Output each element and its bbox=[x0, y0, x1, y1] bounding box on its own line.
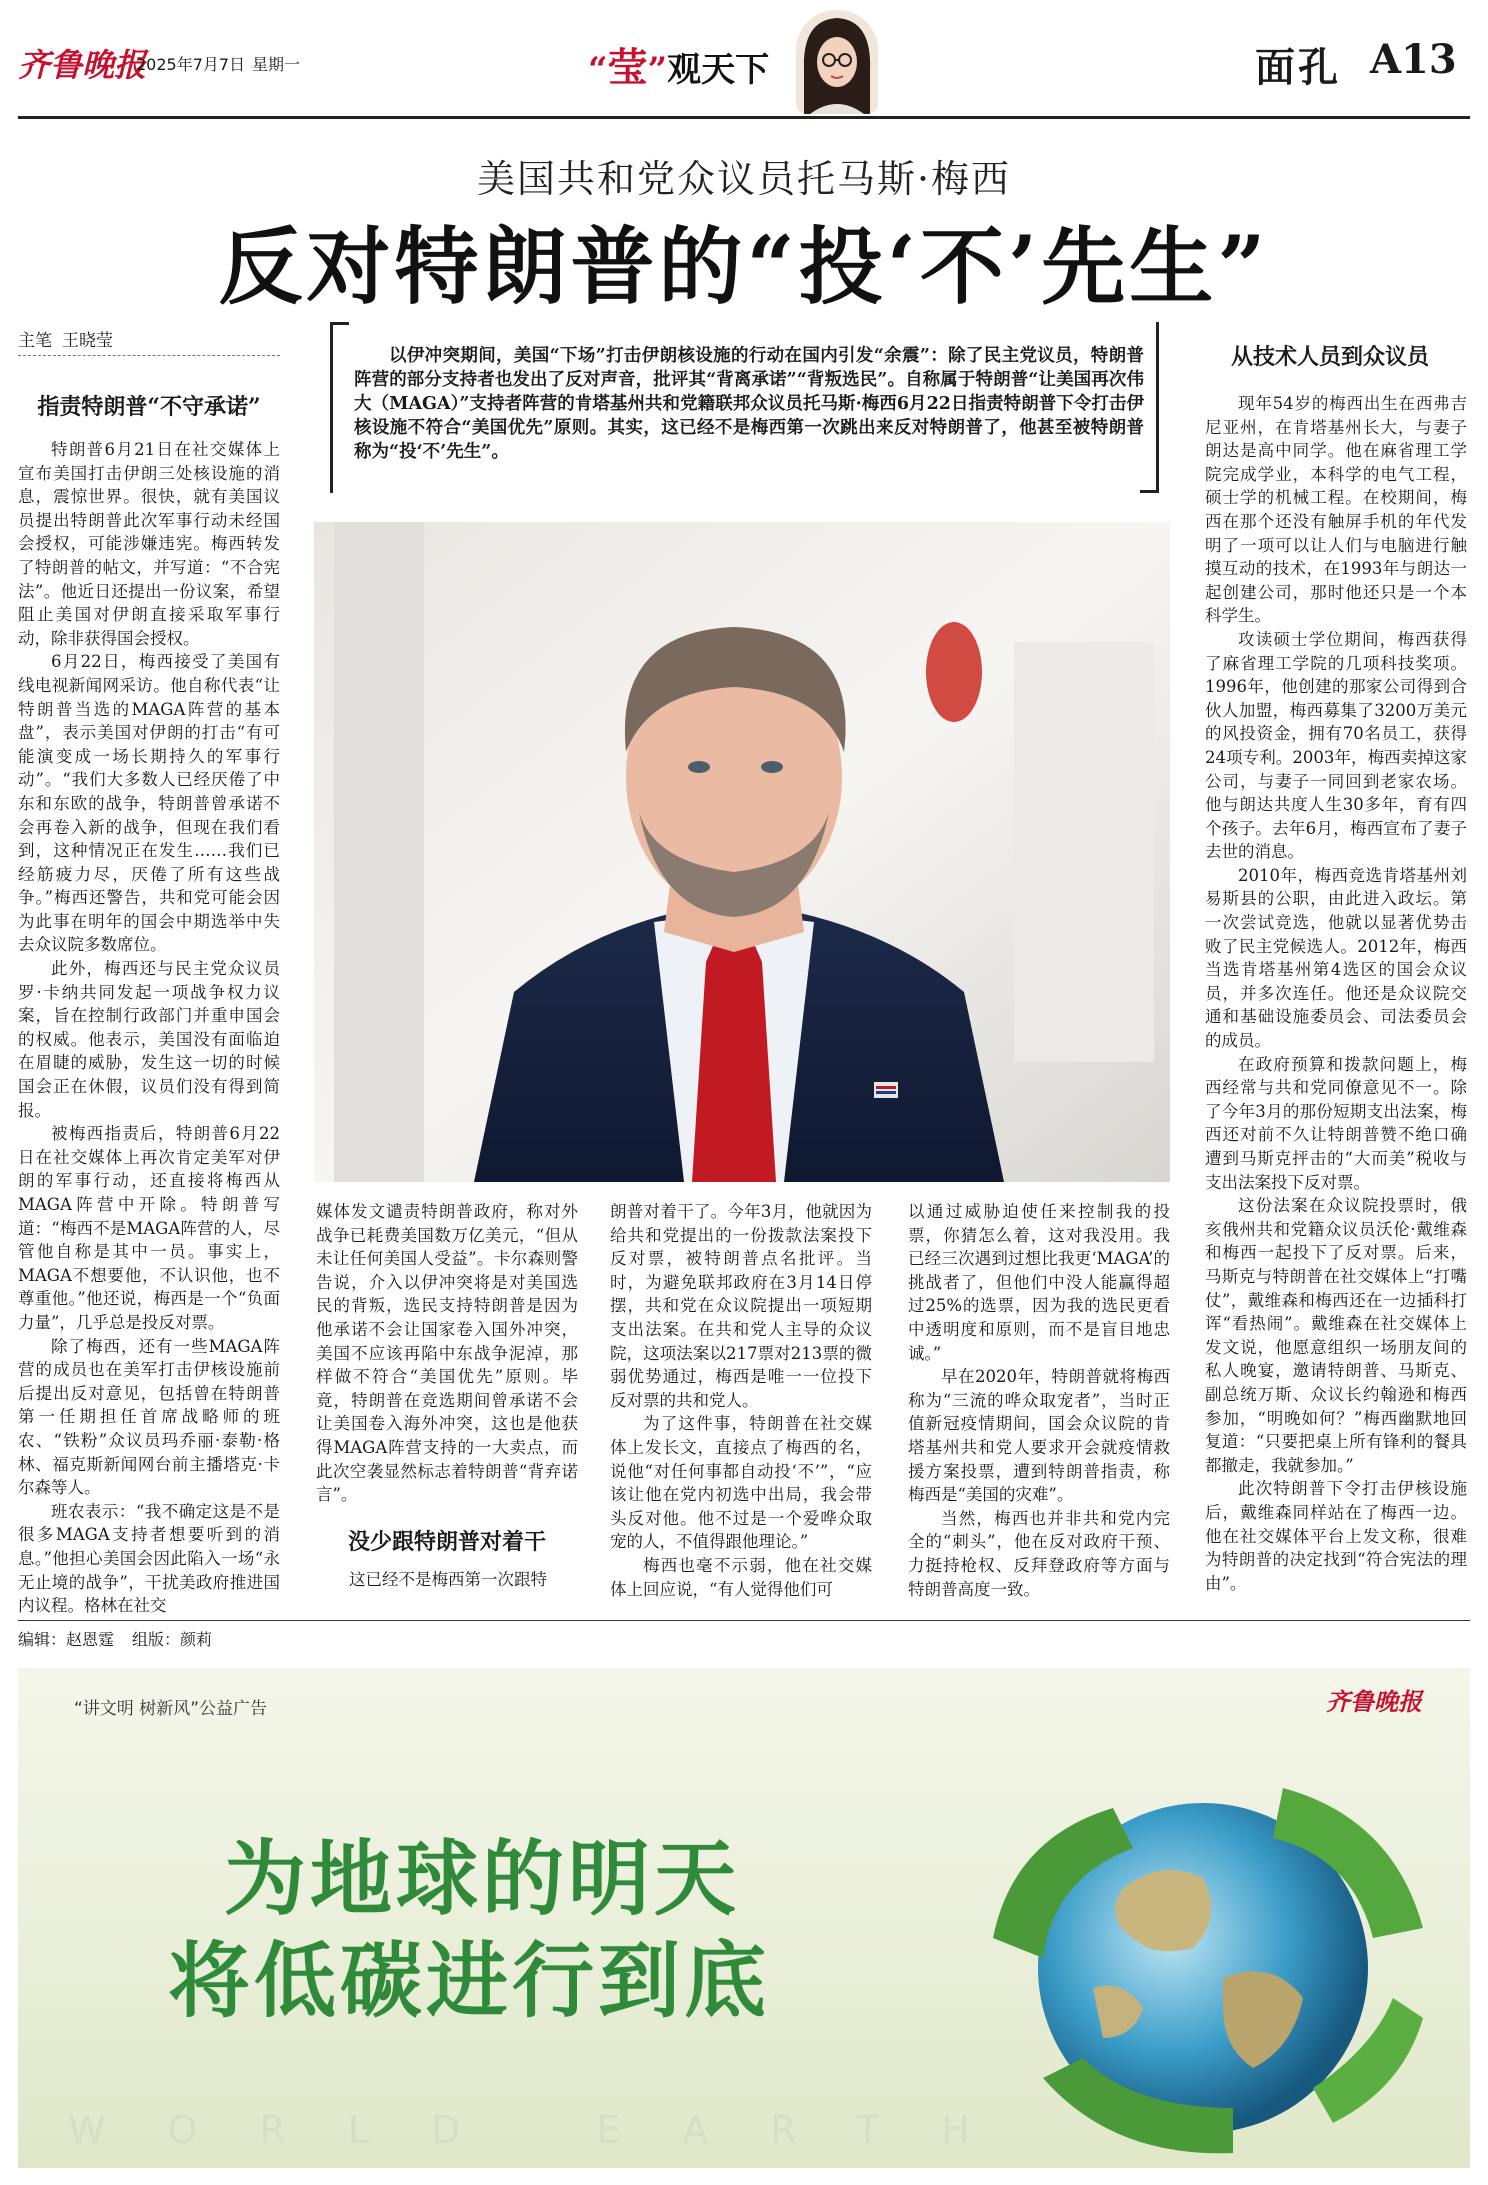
layout-label: 组版：颜莉 bbox=[132, 1630, 213, 1649]
article-column-1 bbox=[18, 438, 280, 1618]
ad-slogan-line-1: 为地球的明天 bbox=[224, 1832, 741, 1927]
paragraph: 以通过威胁迫使任来控制我的投票，你猜怎么着，这对我没用。我已经三次遇到过想比我更‘MAGA’的挑战者了，但他们中没人能赢得超过25%的选票，因为我的选民更看中透明度和原则，而不是盲目地忠诚。” bbox=[908, 1202, 1170, 1363]
article-photo bbox=[314, 522, 1170, 1182]
ad-wordmark: WORLD EARTH bbox=[68, 2108, 1032, 2152]
ad-tag: “讲文明 树新风”公益广告 bbox=[74, 1699, 268, 1719]
article-column-3 bbox=[610, 1200, 872, 1601]
column-title bbox=[588, 36, 769, 93]
paragraph: 2010年，梅西竞选肯塔基州刘易斯县的公职，由此进入政坛。第一次尝试竞选，他就以显著优势击败了民主党候选人。2012年，梅西当选肯塔基州第4选区的国会众议员，并多次连任。他还是众议院交通和基础设施委员会、司法委员会的成员。 bbox=[1205, 865, 1467, 1051]
issue-weekday: 星期一 bbox=[252, 55, 301, 74]
paragraph: 6月22日，梅西接受了美国有线电视新闻网采访。他自称代表“让特朗普当选的MAGA阵营的基本盘”，表示美国对伊朗的打击“有可能演变成一场长期持久的军事行动”。“我们大多数人已经厌倦了中东和东欧的战争，特朗普曾承诺不会再卷入新的战争，但现在我们看到，这种情况正在发生……我们已经筋疲力尽，厌倦了所有这些战争。”梅西还警告，共和党可能会因为此事在明年的国会中期选举中失去众议院多数席位。 bbox=[18, 652, 280, 955]
paragraph: 攻读硕士学位期间，梅西获得了麻省理工学院的几项科技奖项。1996年，他创建的那家公司得到合伙人加盟，梅西募集了3200万美元的风投资金，拥有70名员工，获得24项专利。2003年，梅西卖掉这家公司，与妻子一同回到老家农场。他与朗达共度人生30多年，育有四个孩子。去年6月，梅西宣布了妻子去世的消息。 bbox=[1205, 629, 1467, 862]
article-column-2 bbox=[316, 1200, 578, 1507]
paragraph: 这已经不是梅西第一次跟特 bbox=[349, 1570, 547, 1589]
column-suffix: 观天下 bbox=[667, 50, 770, 90]
paragraph: 在政府预算和拨款问题上，梅西经常与共和党同僚意见不一。除了今年3月的那份短期支出法案，梅西还对前不久让特朗普赞不绝口确遭到马斯克抨击的“大而美”税收与支出法案投下反对票。 bbox=[1205, 1054, 1467, 1192]
section-name: 面孔 bbox=[1255, 44, 1341, 91]
issue-date: 2025年7月7日 bbox=[136, 55, 246, 74]
globe-icon bbox=[953, 1748, 1453, 2168]
paragraph: 特朗普6月21日在社交媒体上宣布美国打击伊朗三处核设施的消息，震惊世界。很快，就有美国议员提出特朗普此次军事行动未经国会授权，可能涉嫌违宪。梅西转发了特朗普的帖文，并写道：“不合宪法”。他近日还提出一份议案，希望阻止美国对伊朗直接采取军事行动，除非获得国会授权。 bbox=[18, 440, 280, 648]
section-heading-background: 从技术人员到众议员 bbox=[1230, 344, 1429, 370]
paragraph: 为了这件事，特朗普在社交媒体上发长文，直接点了梅西的名，说他“对任何事都自动投‘不’”，“应该让他在党内初选中出局，我会带头反对他。他不过是一个爱哗众取宠的人，不值得跟他理论。” bbox=[610, 1414, 872, 1552]
section-heading-criticism: 指责特朗普“不守承诺” bbox=[37, 394, 261, 420]
paragraph: 此次特朗普下令打击伊核设施后，戴维森同样站在了梅西一边。他在社交媒体平台上发文称，很难为特朗普的决定找到“符合宪法的理由”。 bbox=[1205, 1479, 1467, 1593]
public-service-ad bbox=[18, 1668, 1470, 2168]
article-intro: 以伊冲突期间，美国“下场”打击伊朗核设施的行动在国内引发“余震”：除了民主党议员，特朗普阵营的部分支持者也发出了反对声音，批评其“背离承诺”“背叛选民”。自称属于特朗普“让美国再次伟大（MAGA）”支持者阵营的肯塔基州共和党籍联邦众议员托马斯·梅西6月22日指责特朗普下令打击伊核设施不符合“美国优先”原则。其实，这已经不是梅西第一次跳出来反对特朗普了，他甚至被特朗普称为“投‘不’先生”。 bbox=[354, 346, 1144, 462]
byline-role: 主笔 bbox=[18, 331, 52, 351]
paragraph: 这份法案在众议院投票时，俄亥俄州共和党籍众议员沃伦·戴维森和梅西一起投下了反对票。后来，马斯克与特朗普在社交媒体上“打嘴仗”，戴维森和梅西还在一边插科打诨“看热闹”。戴维森在社交媒体上发文说，他愿意组织一场朋友间的私人晚宴，邀请特朗普、马斯克、副总统万斯、众议长约翰逊和梅西参加，“明晚如何？”梅西幽默地回复道：“只要把桌上所有锋利的餐具都撤走，我就参加。” bbox=[1205, 1196, 1467, 1475]
paragraph: 除了梅西，还有一些MAGA阵营的成员也在美军打击伊核设施前后提出反对意见，包括曾在特朗普第一任期担任首席战略师的班农、“铁粉”众议员玛乔丽·泰勒·格林、福克斯新闻网台前主播塔克·卡尔森等人。 bbox=[18, 1336, 280, 1498]
masthead-divider bbox=[18, 116, 1470, 119]
article-column-4 bbox=[908, 1200, 1170, 1601]
paragraph: 班农表示：“我不确定这是不是很多MAGA支持者想要听到的消息。”他担心美国会因此陷入一场“永无止境的战争”，干扰美政府推进国内议程。格林在社交 bbox=[18, 1501, 280, 1616]
article-column-2-continued bbox=[316, 1568, 578, 1592]
footer-divider bbox=[18, 1620, 1470, 1621]
page-number: A13 bbox=[1370, 36, 1457, 83]
article-column-5 bbox=[1205, 392, 1467, 1595]
paragraph: 当然，梅西也并非共和党内完全的“刺头”，他在反对政府干预、力挺持枪权、反拜登政府等方面与特朗普高度一致。 bbox=[908, 1508, 1170, 1599]
ad-newspaper-logo: 齐鲁晚报 bbox=[1326, 1687, 1422, 1716]
paragraph: 现年54岁的梅西出生在西弗吉尼亚州，在肯塔基州长大，与妻子朗达是高中同学。他在麻省理工学院完成学业，本科学的电气工程，硕士学的机械工程。在校期间，梅西在那个还没有触屏手机的年代发明了一项可以让人们与电脑进行触摸互动的技术，在1993年与朗达一起创建公司，那时他还只是一个本科学生。 bbox=[1205, 394, 1467, 626]
paragraph: 被梅西指责后，特朗普6月22日在社交媒体上再次肯定美军对伊朗的军事行动，还直接将梅西从MAGA阵营中开除。特朗普写道：“梅西不是MAGA阵营的人，尽管他自称是其中一员。事实上，MAGA不想要他，不认识他，也不尊重他。”他还说，梅西是一个“负面力量”，几乎总是投反对票。 bbox=[18, 1124, 280, 1332]
paragraph: 此外，梅西还与民主党众议员罗·卡纳共同发起一项战争权力议案，旨在控制行政部门并重申国会的权威。他表示，美国没有面临迫在眉睫的威胁，发生这一切的时候国会正在休假，议员们没有得到简报。 bbox=[18, 959, 280, 1120]
ad-slogan-line-2: 将低碳进行到底 bbox=[168, 1934, 771, 2029]
newspaper-logo: 齐鲁晚报 bbox=[18, 46, 147, 84]
editor-credits bbox=[18, 1627, 230, 1650]
column-quote-close: ” bbox=[647, 50, 668, 90]
article-kicker: 美国共和党众议员托马斯·梅西 bbox=[476, 157, 1012, 201]
column-quote-open: “ bbox=[588, 50, 608, 90]
section-heading-opposition: 没少跟特朗普对着干 bbox=[347, 1529, 546, 1555]
column-name-char: 莹 bbox=[607, 44, 648, 91]
paragraph: 朗普对着干了。今年3月，他就因为给共和党提出的一份拨款法案投下反对票，被特朗普点名批评。当时，为避免联邦政府在3月14日停摆，共和党在众议院提出一项短期支出法案。在共和党人主导的众议院，这项法案以217票对213票的微弱优势通过，梅西是唯一一位投下反对票的共和党人。 bbox=[610, 1202, 872, 1410]
paragraph: 媒体发文谴责特朗普政府，称对外战争已耗费美国数万亿美元，“但从未让任何美国人受益”。卡尔森则警告说，介入以伊冲突将是对美国选民的背叛，选民支持特朗普是因为他承诺不会让国家卷入国外冲突，美国不应该再陷中东战争泥淖，那样做不符合“美国优先”原则。毕竟，特朗普在竞选期间曾承诺不会让美国卷入海外冲突，这也是他获得MAGA阵营支持的一大卖点，而此次空袭显然标志着特朗普“背弃诺言”。 bbox=[316, 1202, 578, 1505]
byline-name: 王晓莹 bbox=[62, 331, 113, 351]
editor-label: 编辑：赵恩霆 bbox=[18, 1630, 115, 1649]
columnist-portrait bbox=[796, 10, 878, 114]
article-headline: 反对特朗普的“投‘不’先生” bbox=[218, 217, 1270, 316]
paragraph: 梅西也毫不示弱，他在社交媒体上回应说，“有人觉得他们可 bbox=[610, 1555, 872, 1599]
byline bbox=[18, 326, 280, 356]
intro-bracket-left bbox=[330, 322, 349, 493]
paragraph: 早在2020年，特朗普就将梅西称为“三流的哗众取宠者”，当时正值新冠疫情期间，国会众议院的肯塔基州共和党人要求开会就疫情救援方案投票，遭到特朗普指责，称梅西是“美国的灾难”。 bbox=[908, 1367, 1170, 1505]
